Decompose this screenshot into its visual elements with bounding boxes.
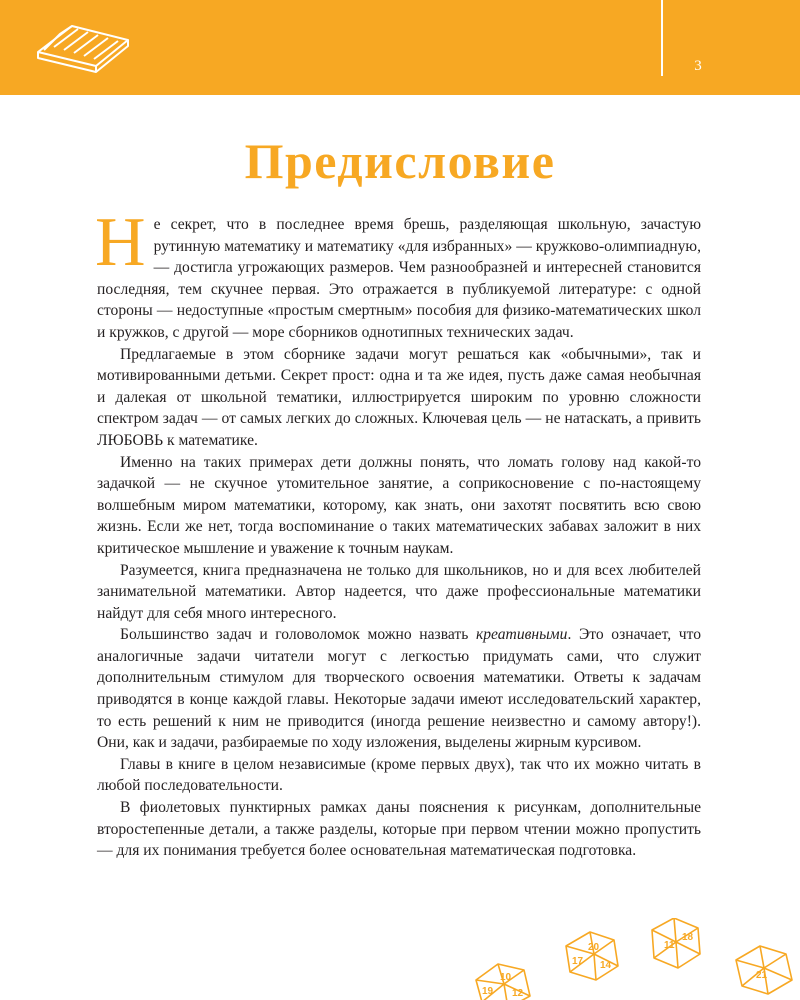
dice-icon: [468, 918, 800, 1000]
page-title: Предисловие: [244, 133, 556, 189]
header-divider: [661, 0, 663, 76]
header-band: [0, 0, 800, 95]
dice-label: 21: [756, 970, 768, 981]
dice-label: 20: [588, 942, 600, 953]
italic-creative: креативными: [475, 626, 568, 644]
emphasis-love: ЛЮБОВЬ: [97, 431, 164, 449]
paragraph-2-text-after: к математике.: [163, 431, 258, 449]
drop-cap: Н: [95, 204, 146, 281]
body-text: [95, 204, 701, 862]
paragraph-1: [95, 204, 701, 344]
paragraph-4: Разумеется, книга предназначена не только для школьников, но и для всех любителей занимательной математики. Автор надеется, что даже профессиональные математики найдут для себя много интересного.: [97, 561, 701, 622]
dice-label: 17: [572, 956, 584, 967]
paragraph-2: [97, 344, 701, 452]
paragraph-5-text-after: . Это означает, что аналогичные задачи читатели могут с легкостью придумать сами, что служит дополнительным стимулом для творческого освоения математики. Ответы к задачам приводятся в конце каждой главы. Некоторые задачи имеют исследовательский характер, то есть решений к ним не приводится (иногда решение неизвестно и самому автору!). Они, как и задачи, разбираемые по ходу изложения, выделены жирным курсивом.: [97, 626, 701, 752]
dice-label: 19: [482, 986, 494, 997]
box-icon: [34, 14, 134, 74]
dice-label: 18: [682, 932, 694, 943]
dice-label: 11: [664, 940, 675, 951]
paragraph-6: Главы в книге в целом независимые (кроме первых двух), так что их можно читать в любой последовательности.: [97, 755, 701, 795]
dice-label: 12: [512, 988, 524, 999]
paragraph-1-text: е секрет, что в последнее время брешь, разделяющая школьную, зачастую рутинную математику и математику «для избранных» — кружково-олимпиадную, — достигла угрожающих размеров. Чем разнообразней и интересней становится последняя, тем скучнее первая. Это отражается в публикуемой литературе: с одной стороны — недоступные «простым смертным» пособия для физико-математических школ и кружков, с другой — море сборников однотипных технических задач.: [97, 216, 701, 341]
dice-label: 10: [500, 972, 512, 983]
page-number: 3: [694, 58, 702, 74]
paragraph-5-text-before: Большинство задач и головоломок можно назвать: [120, 626, 476, 644]
dice-label: 14: [600, 960, 612, 971]
paragraph-2-text-before: Предлагаемые в этом сборнике задачи могут решаться как «обычными», так и мотивированными детьми. Секрет прост: одна и та же идея, пусть даже самая необычная и далекая от школьной тематики, иллюстрируется широким по уровню сложности спектром задач — от самых легких до сложных. Ключевая цель — не натаскать, а привить: [97, 345, 701, 428]
paragraph-7: В фиолетовых пунктирных рамках даны пояснения к рисункам, дополнительные второстепенные детали, а также разделы, которые при первом чтении можно пропустить — для их понимания требуется более основательная математическая подготовка.: [97, 799, 701, 860]
paragraph-5: [97, 624, 701, 754]
paragraph-3: Именно на таких примерах дети должны понять, что ломать голову над какой-то задачкой — не скучное утомительное занятие, а соприкосновение с по-настоящему волшебным миром математики, которому, как знать, они захотят посвятить всю свою жизнь. Если же нет, тогда воспоминание о таких математических забавах заложит в них критическое мышление и уважение к точным наукам.: [97, 453, 701, 557]
